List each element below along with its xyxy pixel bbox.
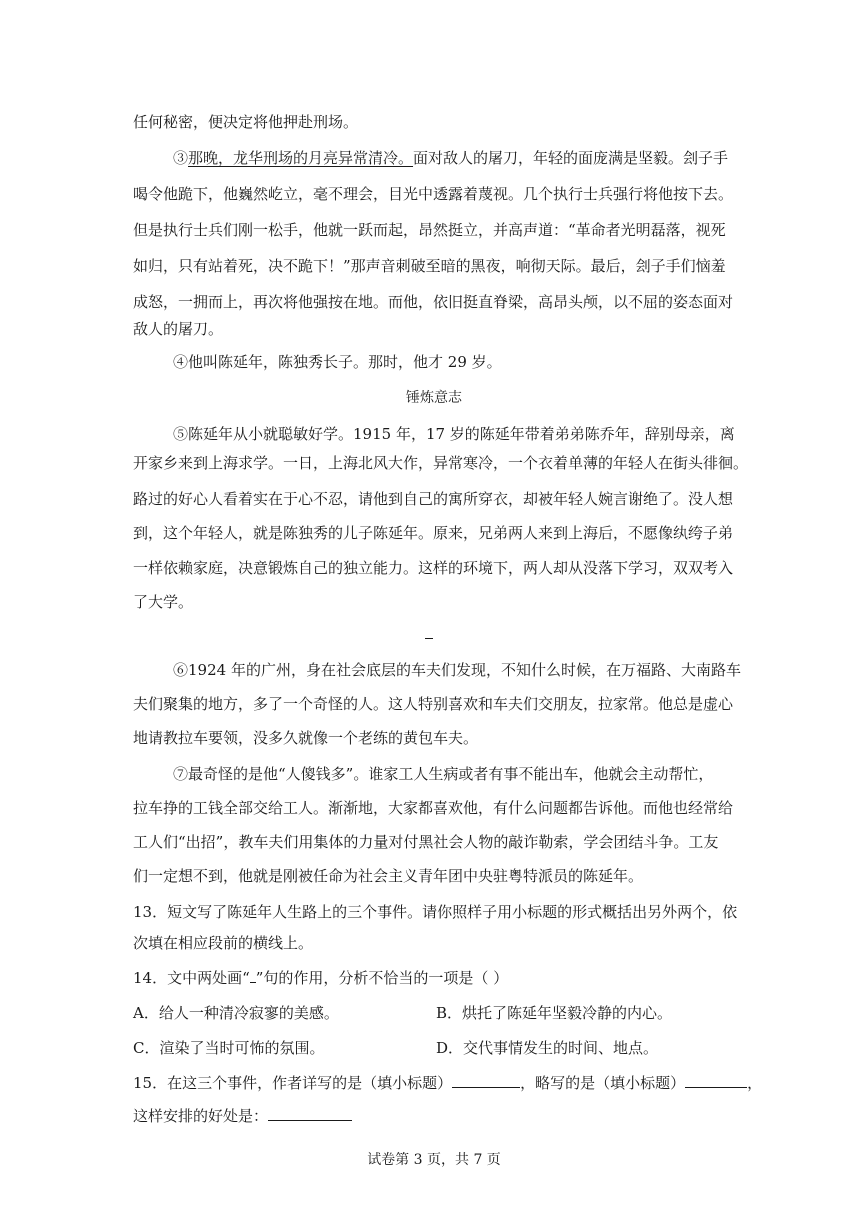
paragraph-3-line-4: 如归，只有站着死，决不跪下！”那声音刺破至暗的黑夜，响彻天际。最后，刽子手们恼羞 (133, 257, 726, 275)
underlined-sentence-moon: 那晚，龙华刑场的月亮异常清冷。 (188, 149, 414, 167)
paragraph-7-line-3: 工人们“出招”，教车夫们用集体的力量对付黑社会人物的敲诈勒索，学会团结斗争。工友 (133, 833, 719, 851)
paragraph-4: ④他叫陈延年，陈独秀长子。那时，他才 29 岁。 (173, 353, 502, 371)
question-14-option-d: D．交代事情发生的时间、地点。 (436, 1039, 659, 1057)
question-15-line-2 (133, 1106, 352, 1126)
paragraph-3-line-1 (173, 148, 728, 168)
paragraph-5-line-2: 开家乡来到上海求学。一日，上海北风大作，异常寒冷，一个衣着单薄的年轻人在街头徘徊。 (133, 454, 749, 472)
paragraph-5-line-3: 路过的好心人看着实在于心不忍，请他到自己的寓所穿衣，却被年轻人婉言谢绝了。没人想 (133, 490, 734, 508)
question-14-stem-end: ”句的作用，分析不恰当的一项是（ ） (255, 969, 509, 987)
question-14-stem (133, 968, 508, 988)
answer-blank-detailed[interactable] (452, 1073, 520, 1088)
question-15-line-1 (133, 1073, 762, 1093)
paragraph-5-line-4: 到，这个年轻人，就是陈独秀的儿子陈延年。原来，兄弟两人来到上海后，不愿像纨绔子弟 (133, 524, 734, 542)
paragraph-7-line-4: 们一定想不到，他就是刚被任命为社会主义青年团中央驻粤特派员的陈延年。 (133, 867, 644, 885)
answer-blank-benefit[interactable] (268, 1106, 352, 1121)
question-15-part-2: ，略写的是（填小标题） (520, 1074, 686, 1092)
question-13-line-2: 次填在相应段前的横线上。 (133, 934, 314, 952)
question-15-part-1: 15．在这三个事件，作者详写的是（填小标题） (133, 1074, 453, 1092)
question-13-line-1: 13．短文写了陈延年人生路上的三个事件。请你照样子用小标题的形式概括出另外两个，依 (133, 903, 738, 921)
paragraph-2-tail: 任何秘密，便决定将他押赴刑场。 (133, 113, 359, 131)
paragraph-5-line-5: 一样依赖家庭，决意锻炼自己的独立能力。这样的环境下，两人却从没落下学习，双双考入 (133, 559, 734, 577)
paragraph-3-line-2: 喝令他跪下，他巍然屹立，毫不理会，目光中透露着蔑视。几个执行士兵强行将他按下去。 (133, 185, 734, 203)
answer-blank-brief[interactable] (685, 1073, 747, 1088)
paragraph-6-line-3: 地请教拉车要领，没多久就像一个老练的黄包车夫。 (133, 729, 479, 747)
paragraph-5-line-6: 了大学。 (133, 593, 194, 611)
paragraph-3-line-6: 敌人的屠刀。 (133, 320, 224, 338)
paragraph-7-line-1: ⑦最奇怪的是他“人傻钱多”。谁家工人生病或者有事不能出车，他就会主动帮忙， (173, 765, 714, 783)
paragraph-6-line-1: ⑥1924 年的广州，身在社会底层的车夫们发现，不知什么时候，在万福路、大南路车 (173, 661, 741, 679)
question-15-part-3: ， (747, 1074, 763, 1092)
paragraph-3-line-5: 成怒，一拥而上，再次将他强按在地。而他，依旧挺直脊梁，高昂头颅，以不屈的姿态面对 (133, 293, 734, 311)
paragraph-3-line-1-rest: 面对敌人的屠刀，年轻的面庞满是坚毅。刽子手 (413, 149, 729, 167)
paragraph-5-line-1: ⑤陈延年从小就聪敏好学。1915 年，17 岁的陈延年带着弟弟陈乔年，辞别母亲，离 (173, 425, 735, 443)
paragraph-3-number: ③ (173, 149, 189, 167)
paragraph-6-line-2: 夫们聚集的地方，多了一个奇怪的人。这人特别喜欢和车夫们交朋友，拉家常。他总是虚心 (133, 695, 734, 713)
question-14-stem-start: 14．文中两处画“ (133, 969, 250, 987)
question-14-option-b: B．烘托了陈延年坚毅冷静的内心。 (436, 1004, 673, 1022)
page-footer: 试卷第 3 页，共 7 页 (367, 1152, 501, 1168)
paragraph-3-line-3: 但是执行士兵们刚一松手，他就一跃而起，昂然挺立，并高声道：“革命者光明磊落，视死 (133, 221, 726, 239)
paragraph-7-line-2: 拉车挣的工钱全部交给工人。渐渐地，大家都喜欢他，有什么问题都告诉他。而他也经常给 (133, 799, 734, 817)
question-14-option-a: A．给人一种清冷寂寥的美感。 (133, 1004, 339, 1022)
question-14-option-c: C．渲染了当时可怖的氛围。 (133, 1039, 325, 1057)
subtitle-forge-will: 锤炼意志 (406, 390, 462, 406)
subtitle-blank-line (425, 638, 433, 639)
question-15-benefit-prompt: 这样安排的好处是： (133, 1107, 269, 1125)
